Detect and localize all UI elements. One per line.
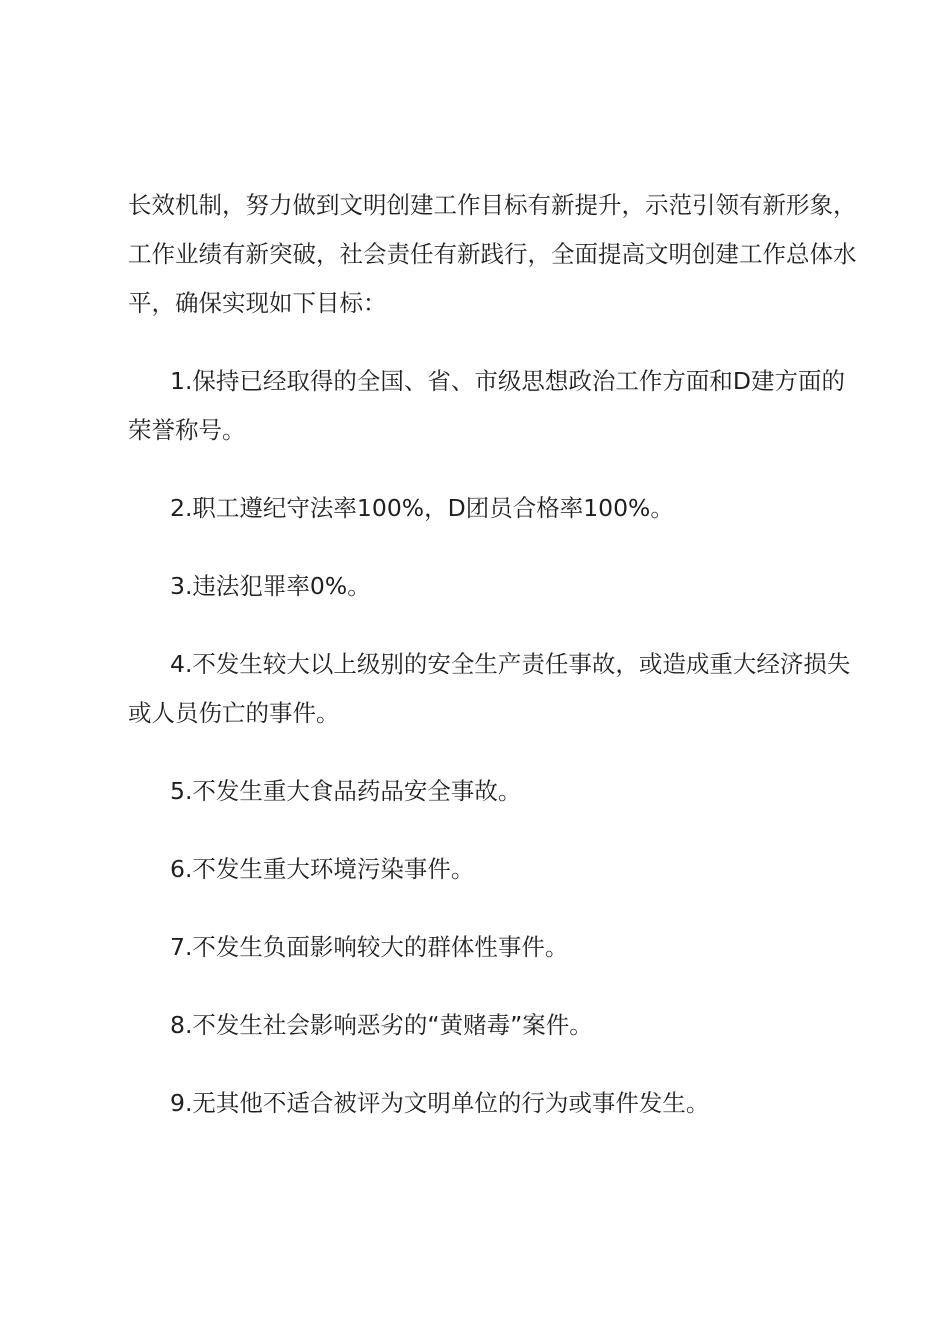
goal-item-1: 1.保持已经取得的全国、省、市级思想政治工作方面和D建方面的荣誉称号。 (128, 367, 846, 444)
intro-paragraph: 长效机制，努力做到文明创建工作目标有新提升，示范引领有新形象，工作业绩有新突破，社会责任有新践行，全面提高文明创建工作总体水平，确保实现如下目标： (128, 191, 857, 317)
goal-item-4: 4.不发生较大以上级别的安全生产责任事故，或造成重大经济损失或人员伤亡的事件。 (128, 650, 851, 727)
goal-item-9: 9.无其他不适合被评为文明单位的行为或事件发生。 (170, 1089, 710, 1117)
goal-item-3: 3.违法犯罪率0%。 (170, 572, 371, 600)
goal-item-8: 8.不发生社会影响恶劣的“黄赌毒”案件。 (170, 1011, 593, 1039)
goal-item-7: 7.不发生负面影响较大的群体性事件。 (170, 933, 569, 961)
goal-item-6: 6.不发生重大环境污染事件。 (170, 855, 475, 883)
goal-item-2: 2.职工遵纪守法率100%，D团员合格率100%。 (170, 494, 674, 522)
goal-item-5: 5.不发生重大食品药品安全事故。 (170, 777, 522, 805)
document-body (128, 181, 858, 1157)
